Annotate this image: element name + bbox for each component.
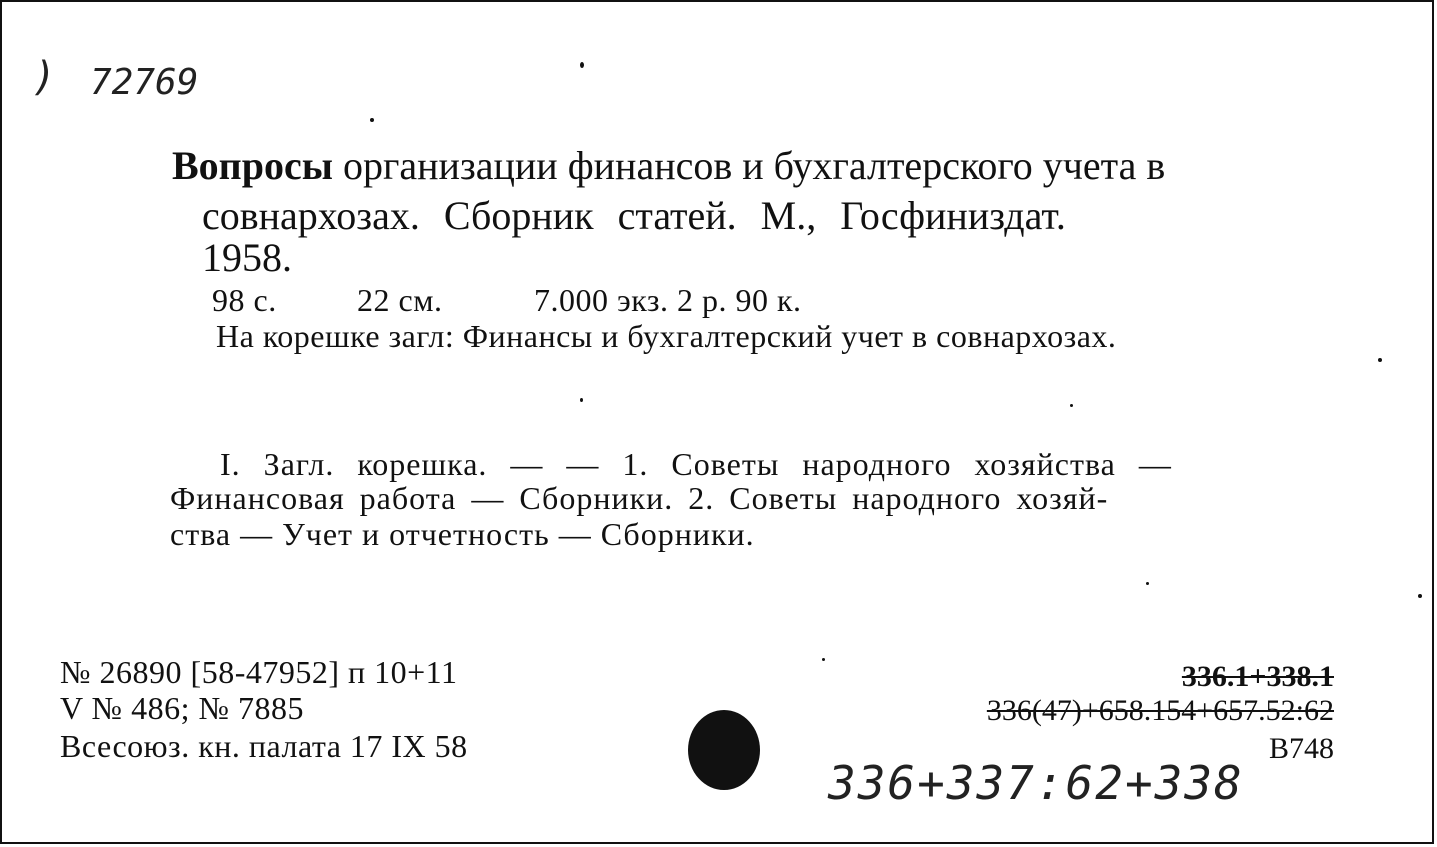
- title-rest: организации финансов и бухгалтерского учета в: [342, 143, 1166, 188]
- subjects-line-3: ства — Учет и отчетность — Сборники.: [170, 516, 755, 552]
- accession-bracket: ): [32, 54, 57, 100]
- title-heading-word: Вопросы: [172, 143, 333, 188]
- subjects-line-2: Финансовая работа — Сборники. 2. Советы народного хозяй-: [170, 480, 1109, 516]
- footer-chamber: Всесоюз. кн. палата 17 IX 58: [60, 728, 468, 764]
- speck: [1378, 358, 1382, 362]
- speck: [370, 118, 374, 122]
- spine-title-note: На корешке загл: Финансы и бухгалтерский учет в совнархозах.: [216, 318, 1117, 354]
- speck: [580, 62, 584, 68]
- footer-numbers: V № 486; № 7885: [60, 690, 304, 726]
- speck: [1146, 582, 1149, 585]
- title-line-3: 1958.: [202, 235, 292, 280]
- accession-number-handwritten: 72769: [90, 62, 199, 103]
- speck: [1070, 404, 1073, 407]
- classification-code: В748: [1268, 732, 1334, 765]
- title-line-1: [172, 142, 1165, 189]
- subjects-line-1: I. Загл. корешка. — — 1. Советы народного хозяйства —: [220, 446, 1172, 482]
- speck: [822, 658, 825, 661]
- speck: [1418, 594, 1422, 598]
- classification-struck-2: 336(47)+658.154+657.52:62: [986, 694, 1334, 727]
- punch-hole: [688, 710, 760, 790]
- footer-registration: № 26890 [58-47952] п 10+11: [60, 654, 458, 690]
- classification-handwritten: 336+337:62+338: [828, 756, 1244, 810]
- classification-struck-1: 336.1+338.1: [1181, 660, 1334, 693]
- pages: 98 с.: [212, 282, 277, 318]
- copies-price: 7.000 экз. 2 р. 90 к.: [534, 282, 802, 318]
- speck: [580, 398, 583, 402]
- title-line-2: совнархозах. Сборник статей. М., Госфиниздат.: [202, 193, 1066, 238]
- size: 22 см.: [357, 282, 443, 318]
